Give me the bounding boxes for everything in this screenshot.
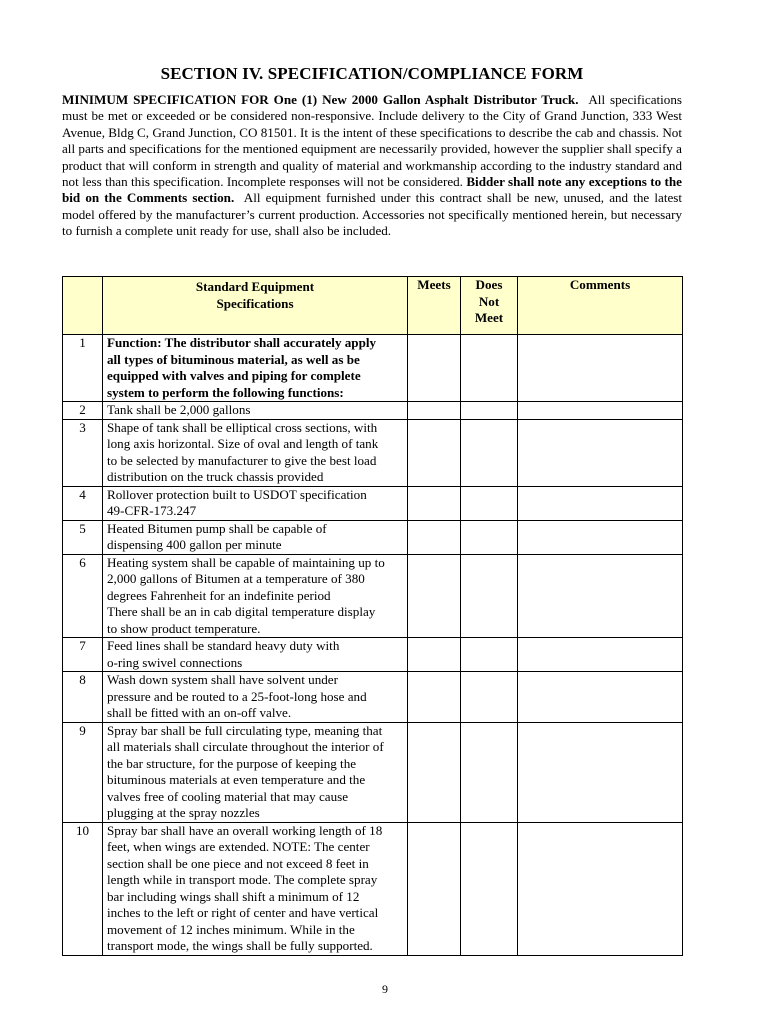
spec-line: dispensing 400 gallon per minute [107,537,282,552]
spec-line: valves free of cooling material that may cause [107,788,349,804]
meets-cell[interactable] [408,638,461,672]
spec-line: all materials shall circulate throughout the interior of [107,739,384,754]
spec-line: There shall be an in cab digital temperature display [107,604,376,619]
comments-cell[interactable] [518,638,683,672]
table-header-row [63,277,683,335]
row-number: 10 [63,822,103,955]
spec-line: plugging at the spray nozzles [107,805,260,820]
spec-line: the bar structure, for the purpose of keeping the [107,755,357,771]
row-specification [103,335,408,402]
spec-line: Heated Bitumen pump shall be capable of [107,520,327,536]
spec-line: inches to the left or right of center and have vertical [107,905,379,920]
spec-line: transport mode, the wings shall be fully supported. [107,938,373,953]
row-specification [103,672,408,723]
table-row [63,638,683,672]
spec-line: Rollover protection built to USDOT specification [107,486,367,502]
header-comments-cell [518,277,683,335]
spec-compliance-table [62,276,683,956]
spec-line: equipped with valves and piping for complete [107,368,361,383]
meets-cell[interactable] [408,419,461,486]
meets-cell[interactable] [408,722,461,822]
row-specification [103,402,408,420]
spec-line: length while in transport mode. The complete spray [107,872,378,887]
spec-line: system to perform the following functions: [107,384,344,400]
intro-heading: MINIMUM SPECIFICATION FOR One (1) New 2000 Gallon Asphalt Distributor Truck. [62,92,579,107]
does-not-meet-cell[interactable] [461,335,518,402]
spec-line: Wash down system shall have solvent under [107,672,338,687]
spec-line: feet, when wings are extended. NOTE: The center [107,839,370,854]
does-not-meet-cell[interactable] [461,419,518,486]
row-specification [103,419,408,486]
row-number: 9 [63,722,103,822]
spec-line: all types of bituminous material, as well as be [107,351,360,367]
table-row [63,486,683,520]
table-row [63,335,683,402]
comments-cell[interactable] [518,672,683,723]
table-row [63,402,683,420]
header-comments: Comments [569,277,631,292]
header-does-not-meet-cell [461,277,518,335]
table-row [63,672,683,723]
meets-cell[interactable] [408,520,461,554]
header-number-cell [63,277,103,335]
spec-line: to show product temperature. [107,620,261,636]
row-specification [103,486,408,520]
header-meets-cell [408,277,461,335]
comments-cell[interactable] [518,520,683,554]
spec-line: section shall be one piece and not exceed 8 feet in [107,855,369,871]
table-row [63,554,683,638]
spec-line: pressure and be routed to a 25-foot-long hose and [107,688,367,704]
header-not: Not [478,293,500,309]
header-meet: Meet [474,310,504,325]
row-specification [103,722,408,822]
meets-cell[interactable] [408,335,461,402]
spec-line: bituminous materials at even temperature and the [107,772,366,787]
comments-cell[interactable] [518,402,683,420]
spec-line: Feed lines shall be standard heavy duty with [107,638,340,653]
header-does: Does [475,277,503,292]
spec-line: Spray bar shall be full circulating type, meaning that [107,722,383,738]
meets-cell[interactable] [408,672,461,723]
does-not-meet-cell[interactable] [461,638,518,672]
row-number: 5 [63,520,103,554]
spec-line: Function: The distributor shall accurately apply [107,335,377,350]
intro-text-2: All equipment furnished under this contract shall be new, unused, and the latest model offered by the manufacturer’s current production. Accessories not specifically mentioned herein, but necessary to furnish a complete unit ready for use, shall also be included. [62,190,682,239]
intro-exceptions-note: Bidder shall note any exceptions to the bid on the Comments section. [62,174,682,206]
row-number: 4 [63,486,103,520]
spec-line: o-ring swivel connections [107,654,243,670]
row-number: 3 [63,419,103,486]
spec-line: 2,000 gallons of Bitumen at a temperature of 380 [107,571,365,586]
table-row [63,722,683,822]
meets-cell[interactable] [408,554,461,638]
does-not-meet-cell[interactable] [461,722,518,822]
comments-cell[interactable] [518,486,683,520]
meets-cell[interactable] [408,822,461,955]
intro-paragraph [62,92,682,240]
spec-line: shall be fitted with an on-off valve. [107,705,292,720]
does-not-meet-cell[interactable] [461,554,518,638]
row-specification [103,554,408,638]
spec-line: Heating system shall be capable of maintaining up to [107,554,385,570]
spec-line: movement of 12 inches minimum. While in the [107,921,355,937]
table-row [63,520,683,554]
comments-cell[interactable] [518,722,683,822]
comments-cell[interactable] [518,822,683,955]
page-title: SECTION IV. SPECIFICATION/COMPLIANCE FORM [160,64,584,83]
header-spec-line1: Standard Equipment [195,279,315,294]
comments-cell[interactable] [518,419,683,486]
does-not-meet-cell[interactable] [461,822,518,955]
intro-text-1: All specifications must be met or exceeded or be considered non-responsive. Include delivery to the City of Grand Junction, 333 West Avenue, Bldg C, Grand Junction, CO 81501. It is the intent of these specifications to describe the cab and chassis. Not all parts and specifications for the mentioned equipment are necessarily provided, however the supplier shall specify a product that will conform in strength and quality of material and workmanship according to the industry standard and not less than this specification. Incomplete responses will not be considered. [62,92,682,190]
table-row [63,419,683,486]
spec-line: Tank shall be 2,000 gallons [107,402,251,417]
header-spec-cell [103,277,408,335]
meets-cell[interactable] [408,402,461,420]
row-number: 2 [63,402,103,420]
does-not-meet-cell[interactable] [461,402,518,420]
table-row [63,822,683,955]
row-specification [103,638,408,672]
does-not-meet-cell[interactable] [461,672,518,723]
row-number: 6 [63,554,103,638]
row-specification [103,822,408,955]
row-number: 1 [63,335,103,402]
spec-line: to be selected by manufacturer to give the best load [107,452,377,468]
spec-line: Shape of tank shall be elliptical cross sections, with [107,419,378,435]
header-spec-line2: Specifications [216,295,294,311]
spec-line: 49-CFR-173.247 [107,503,197,518]
does-not-meet-cell[interactable] [461,486,518,520]
spec-line: Spray bar shall have an overall working length of 18 [107,822,383,838]
row-specification [103,520,408,554]
spec-line: bar including wings shall shift a minimum of 12 [107,888,360,904]
does-not-meet-cell[interactable] [461,520,518,554]
meets-cell[interactable] [408,486,461,520]
header-meets: Meets [417,277,451,292]
page-number: 9 [382,982,388,996]
comments-cell[interactable] [518,554,683,638]
spec-line: degrees Fahrenheit for an indefinite period [107,587,331,603]
comments-cell[interactable] [518,335,683,402]
spec-line: distribution on the truck chassis provided [107,469,324,484]
spec-line: long axis horizontal. Size of oval and length of tank [107,436,379,451]
row-number: 7 [63,638,103,672]
row-number: 8 [63,672,103,723]
